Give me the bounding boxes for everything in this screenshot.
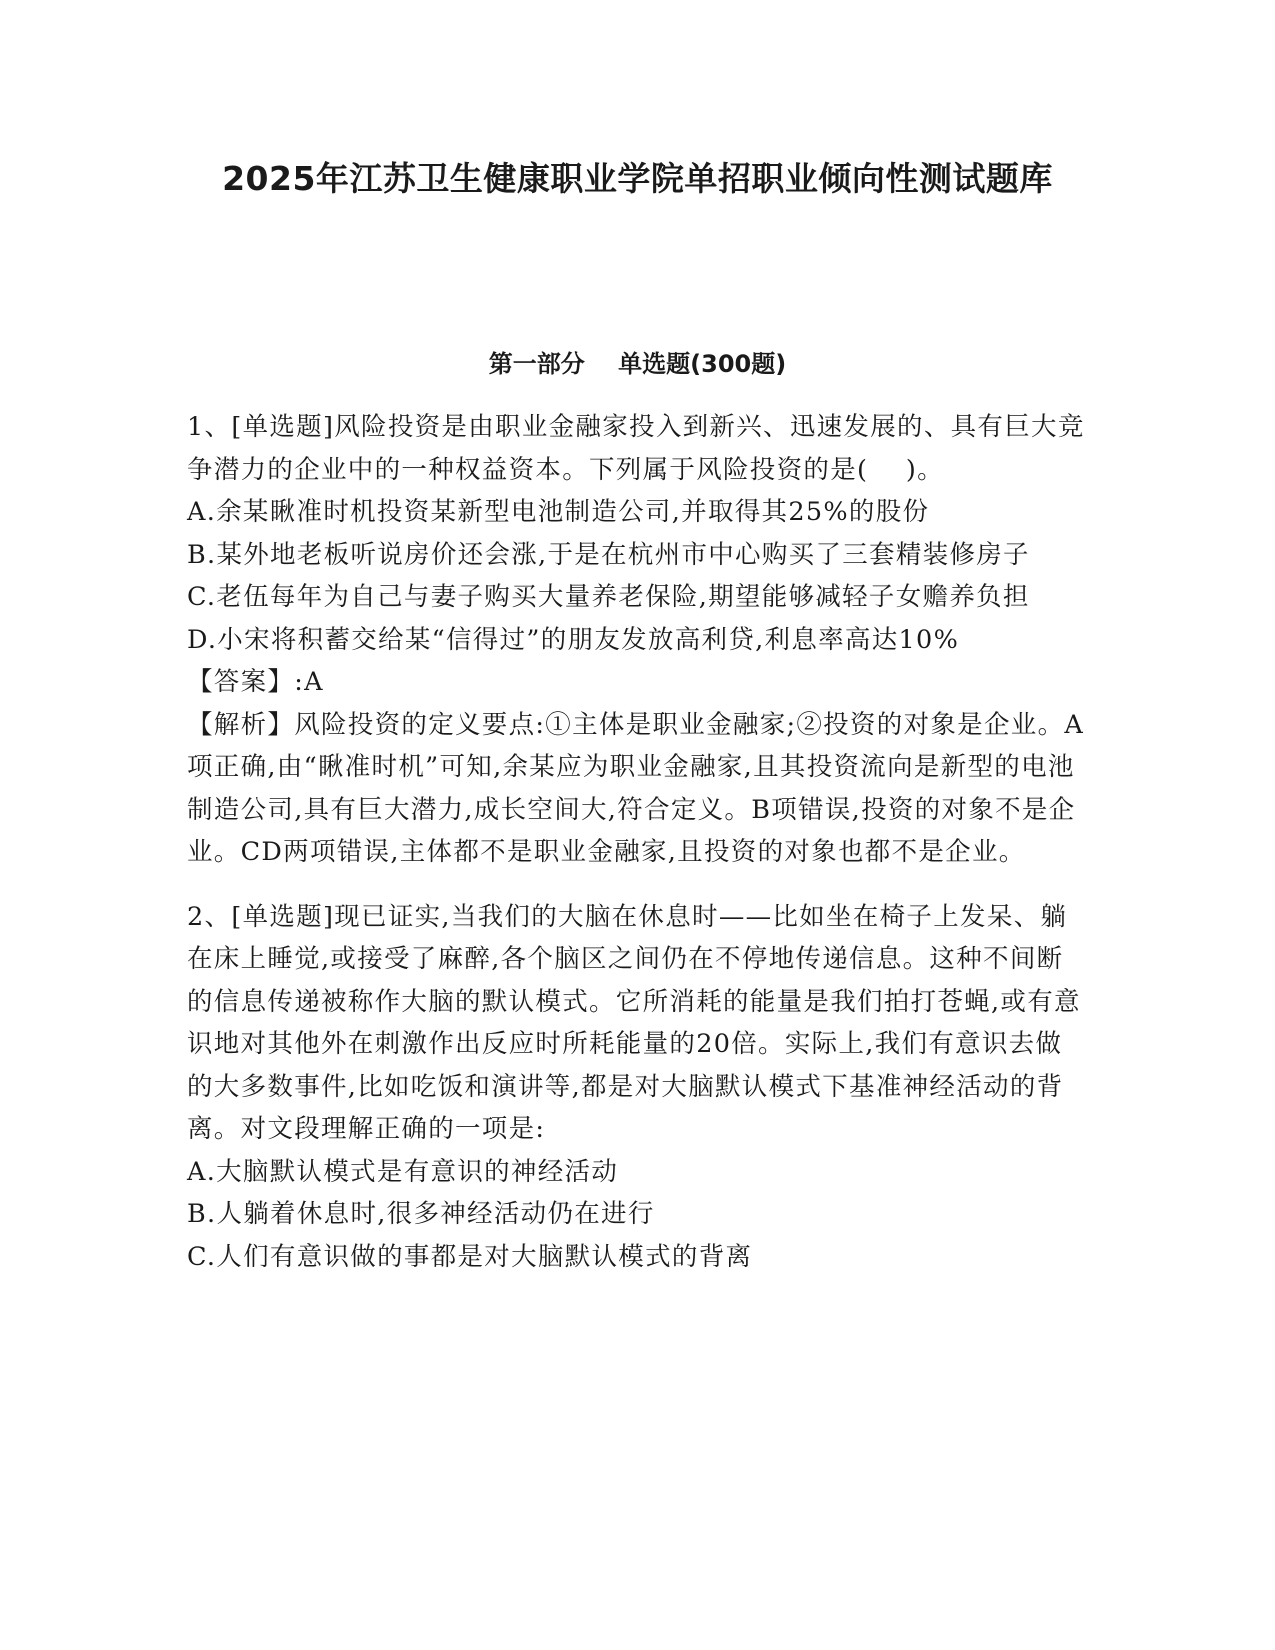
- question-2: [187, 896, 1087, 1279]
- option-b: B.人躺着休息时,很多神经活动仍在进行: [187, 1199, 655, 1229]
- answer: 【答案】:A: [187, 667, 324, 697]
- question-list: [187, 406, 1087, 1278]
- option-c: C.人们有意识做的事都是对大脑默认模式的背离: [187, 1241, 753, 1272]
- question-stem: 2、[单选题]现已证实,当我们的大脑在休息时——比如坐在椅子上发呆、躺在床上睡觉,或接受了麻醉,各个脑区之间仍在不停地传递信息。这种不间断的信息传递被称作大脑的默认模式。它所消耗的能量是我们拍打苍蝇,或有意识地对其他外在刺激作出反应时所耗能量的20倍。实际上,我们有意识去做的大多数事件,比如吃饭和演讲等,都是对大脑默认模式下基准神经活动的背离。对文段理解正确的一项是:: [187, 901, 1081, 1144]
- option-c: C.老伍每年为自己与妻子购买大量养老保险,期望能够减轻子女赡养负担: [187, 582, 1030, 612]
- question-1: [187, 406, 1087, 874]
- option-a: A.余某瞅准时机投资某新型电池制造公司,并取得其25%的股份: [187, 497, 930, 527]
- question-stem: 1、[单选题]风险投资是由职业金融家投入到新兴、迅速发展的、具有巨大竞争潜力的企业中的一种权益资本。下列属于风险投资的是( )。: [187, 412, 1085, 485]
- analysis: 【解析】风险投资的定义要点:①主体是职业金融家;②投资的对象是企业。A项正确,由“瞅准时机”可知,余某应为职业金融家,且其投资流向是新型的电池制造公司,具有巨大潜力,成长空间大,符合定义。B项错误,投资的对象不是企业。CD两项错误,主体都不是职业金融家,且投资的对象也都不是企业。: [187, 709, 1085, 867]
- option-b: B.某外地老板听说房价还会涨,于是在杭州市中心购买了三套精装修房子: [187, 539, 1030, 570]
- option-d: D.小宋将积蓄交给某“信得过”的朋友发放高利贷,利息率高达10%: [187, 624, 960, 655]
- option-a: A.大脑默认模式是有意识的神经活动: [187, 1156, 619, 1187]
- document-title: 2025年江苏卫生健康职业学院单招职业倾向性测试题库: [222, 159, 1053, 198]
- section-heading: 第一部分 单选题(300题): [488, 350, 787, 378]
